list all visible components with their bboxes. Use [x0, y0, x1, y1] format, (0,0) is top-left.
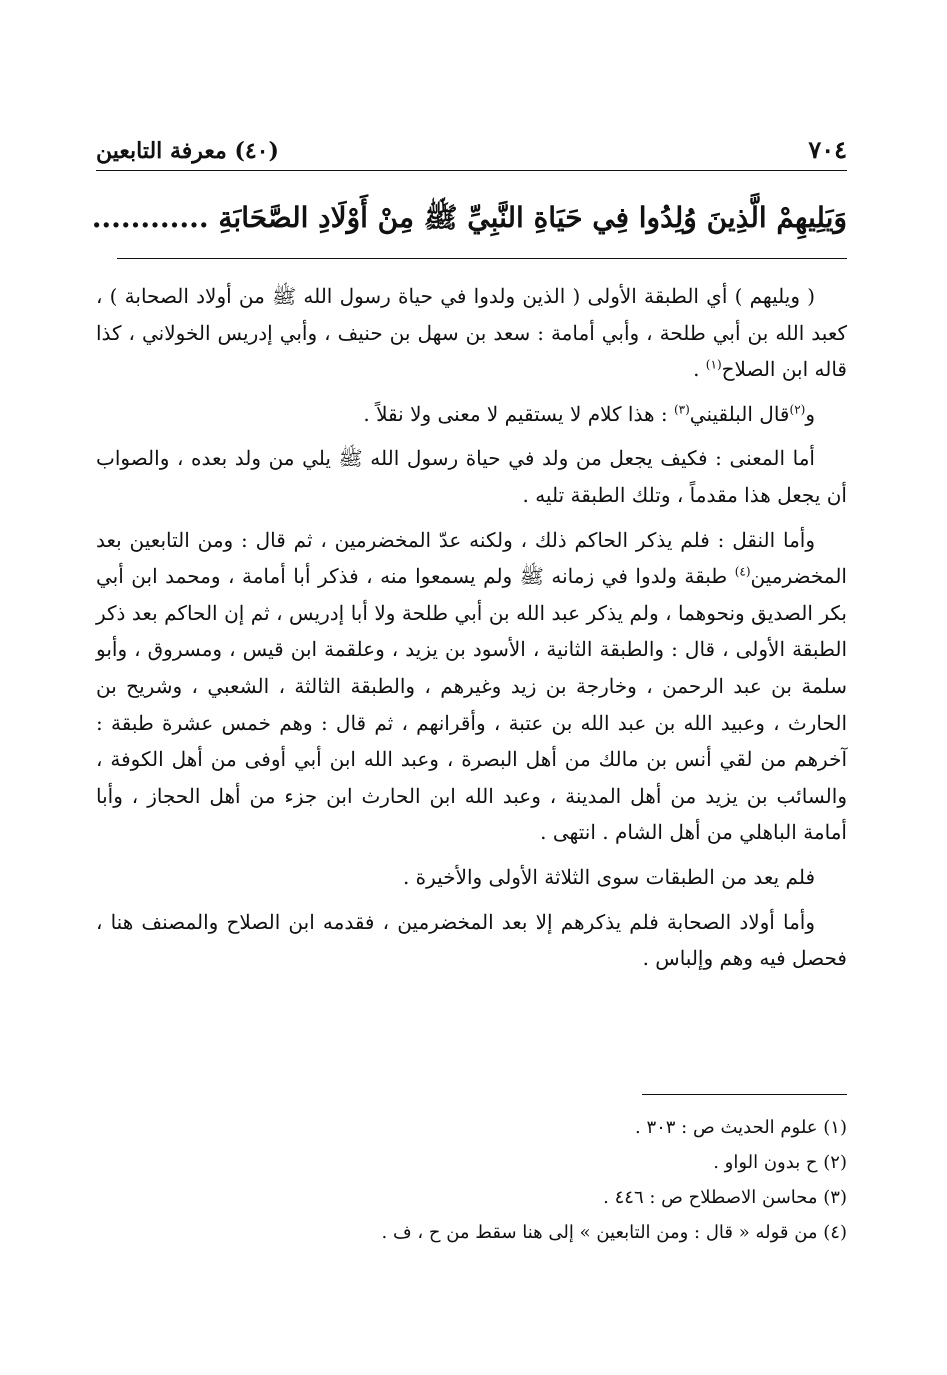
matn-divider	[117, 258, 847, 259]
paragraph-2	[96, 396, 847, 433]
footnote-ref: (٣)	[673, 402, 690, 417]
paragraph-6	[96, 904, 847, 977]
footnote-1: (١) علوم الحديث ص : ٣٠٣ .	[634, 1117, 847, 1138]
matn-text: وَيَلِيهِمْ الَّذِينَ وُلِدُوا فِي حَيَاةِ النَّبِيِّ ﷺ مِنْ أَوْلَادِ الصَّحَابَةِ	[218, 201, 847, 234]
footnotes-divider	[642, 1094, 847, 1095]
footnote-3: (٣) محاسن الاصطلاح ص : ٤٤٦ .	[603, 1187, 847, 1208]
running-title: (٤٠) معرفة التابعين	[96, 138, 279, 164]
commentary-body	[96, 278, 847, 985]
paragraph-tail: قال البلقيني	[689, 401, 790, 426]
footnote-ref: (٤)	[734, 564, 751, 579]
paragraph-1	[96, 278, 847, 388]
paragraph-tail: طبقة ولدوا في زمانه ﷺ ولم يسمعوا منه ، فذكر أبا أمامة ، ومحمد ابن أبي بكر الصديق ونحوهما ، ولم يذكر عبد الله بن أبي طلحة ولا أبا إدريس ، ثم إن الحاكم بعد ذكر الطبقة الأولى ، قال : والطبقة الثانية ، الأسود بن يزيد ، وعلقمة ابن قيس ، ومسروق ، وأبو سلمة بن عبد الرحمن ، وخارجة بن زيد وغيرهم ، والطبقة الثالثة ، الشعبي ، وشريح بن الحارث ، وعبيد الله بن عبد الله بن عتبة ، وأقرانهم ، ثم قال : وهم خمس عشرة طبقة : آخرهم من لقي أنس بن مالك من أهل البصرة ، وعبد الله ابن أبي أوفى من أهل الكوفة ، والسائب بن يزيد من أهل المدينة ، وعبد الله ابن الحارث ابن جزء من أهل الحجاز ، وأبا أمامة الباهلي من أهل الشام . انتهى .	[96, 564, 847, 845]
paragraph-4	[96, 522, 847, 851]
footnote-2: (٢) ح بدون الواو .	[713, 1152, 847, 1173]
matn-line	[87, 192, 847, 244]
footnote-4: (٤) من قوله « قال : ومن التابعين » إلى هنا سقط من ح ، ف .	[381, 1222, 847, 1243]
page-header	[96, 128, 847, 164]
paragraph-text: ( ويليهم ) أي الطبقة الأولى ( الذين ولدوا في حياة رسول الله ﷺ من أولاد الصحابة ) ، كعبد الله بن أبي طلحة ، وأبي أمامة : سعد بن سهل بن حنيف ، وأبي إدريس الخولاني ، كذا قاله ابن الصلاح	[96, 284, 847, 382]
paragraph-text: وأما النقل : فلم يذكر الحاكم ذلك ، ولكنه عدّ المخضرمين ، ثم قال : ومن التابعين بعد المخضرمين	[96, 527, 847, 589]
paragraph-text: فلم يعد من الطبقات سوى الثلاثة الأولى والأخيرة .	[402, 864, 815, 889]
paragraph-text: أما المعنى : فكيف يجعل من ولد في حياة رسول الله ﷺ يلي من ولد بعده ، والصواب أن يجعل هذا مقدماً ، وتلك الطبقة تليه .	[96, 446, 847, 507]
paragraph-text: و	[805, 401, 815, 426]
footnotes	[300, 1110, 847, 1250]
footnote-ref: (٢)	[789, 402, 806, 417]
header-divider	[96, 170, 847, 171]
paragraph-tail: .	[693, 357, 706, 382]
paragraph-3	[96, 440, 847, 513]
page-number: ٧٠٤	[808, 135, 847, 164]
paragraph-tail: : هذا كلام لا يستقيم لا معنى ولا نقلاً .	[363, 401, 674, 426]
matn-ellipsis: ............	[91, 201, 209, 234]
paragraph-5	[96, 859, 847, 896]
footnote-ref: (١)	[705, 357, 722, 372]
paragraph-text: وأما أولاد الصحابة فلم يذكرهم إلا بعد المخضرمين ، فقدمه ابن الصلاح والمصنف هنا ، فحصل فيه وهم وإلباس .	[96, 909, 847, 971]
